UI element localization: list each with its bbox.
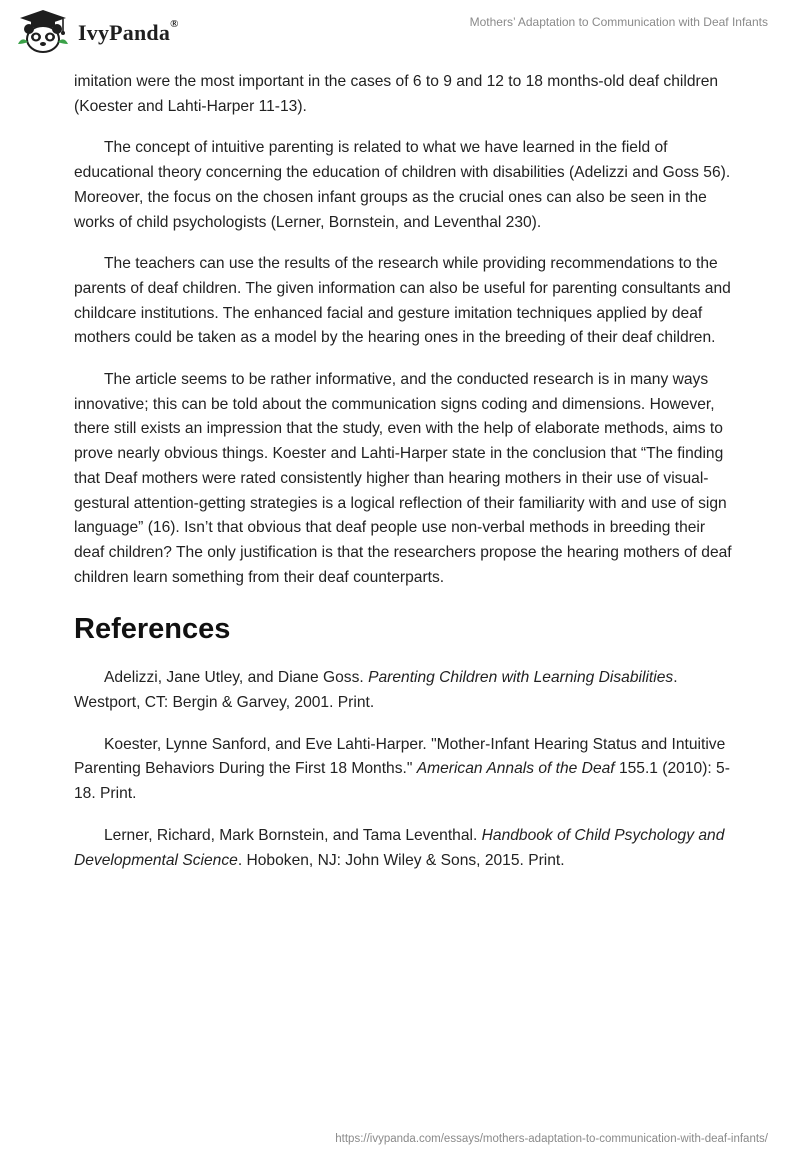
reference-item: Koester, Lynne Sanford, and Eve Lahti-Harper. "Mother-Infant Hearing Status and Intuitive Parenting Behaviors During the First 18 Months." American Annals of the Deaf 155.1 (2010): 5-18. Print. xyxy=(74,735,730,803)
document-title: Mothers’ Adaptation to Communication with Deaf Infants xyxy=(469,15,768,29)
ivypanda-logo[interactable] xyxy=(14,8,179,54)
paragraph: The concept of intuitive parenting is related to what we have learned in the field of educational theory concerning the education of children with disabilities (Adelizzi and Goss 56). Moreover, the focus on the chosen infant groups as the crucial ones can also be seen in the works of child psychologists (Lerner, Bornstein, and Leventhal 230). xyxy=(74,139,731,231)
brand-name: IvyPanda® xyxy=(78,18,179,45)
references-heading: References xyxy=(74,613,231,646)
reference-item: Lerner, Richard, Mark Bornstein, and Tama Leventhal. Handbook of Child Psychology and Developmental Science. Hoboken, NJ: John Wiley & Sons, 2015. Print. xyxy=(74,826,725,869)
paragraph: The article seems to be rather informative, and the conducted research is in many ways innovative; this can be told about the communication signs coding and dimensions. However, there still exists an impression that the study, even with the help of elaborate methods, aims to prove nearly obvious things. Koester and Lahti-Harper state in the conclusion that “The finding that Deaf mothers were rated consistently higher than hearing mothers in their use of visual-gestural attention-getting strategies is a logical reflection of their familiarity with and use of sign language” (16). Isn’t that obvious that deaf people use non-verbal methods in breeding their deaf children? The only justification is that the researchers propose the hearing mothers of deaf children learn something from their deaf counterparts. xyxy=(74,371,732,586)
source-url-link[interactable]: https://ivypanda.com/essays/mothers-adaptation-to-communication-with-deaf-infants/ xyxy=(335,1133,768,1145)
paragraph: The teachers can use the results of the research while providing recommendations to the parents of deaf children. The given information can also be useful for parenting consultants and childcare institutions. The enhanced facial and gesture imitation techniques applied by deaf mothers could be taken as a model by the hearing ones in the breeding of their deaf children. xyxy=(74,255,731,347)
panda-graduate-icon xyxy=(14,8,72,54)
page-header xyxy=(0,0,800,60)
paragraph: imitation were the most important in the cases of 6 to 9 and 12 to 18 months-old deaf children (Koester and Lahti-Harper 11-13). xyxy=(74,73,719,115)
reference-item: Adelizzi, Jane Utley, and Diane Goss. Parenting Children with Learning Disabilities. Westport, CT: Bergin & Garvey, 2001. Print. xyxy=(74,669,678,712)
essay-body xyxy=(74,70,734,890)
